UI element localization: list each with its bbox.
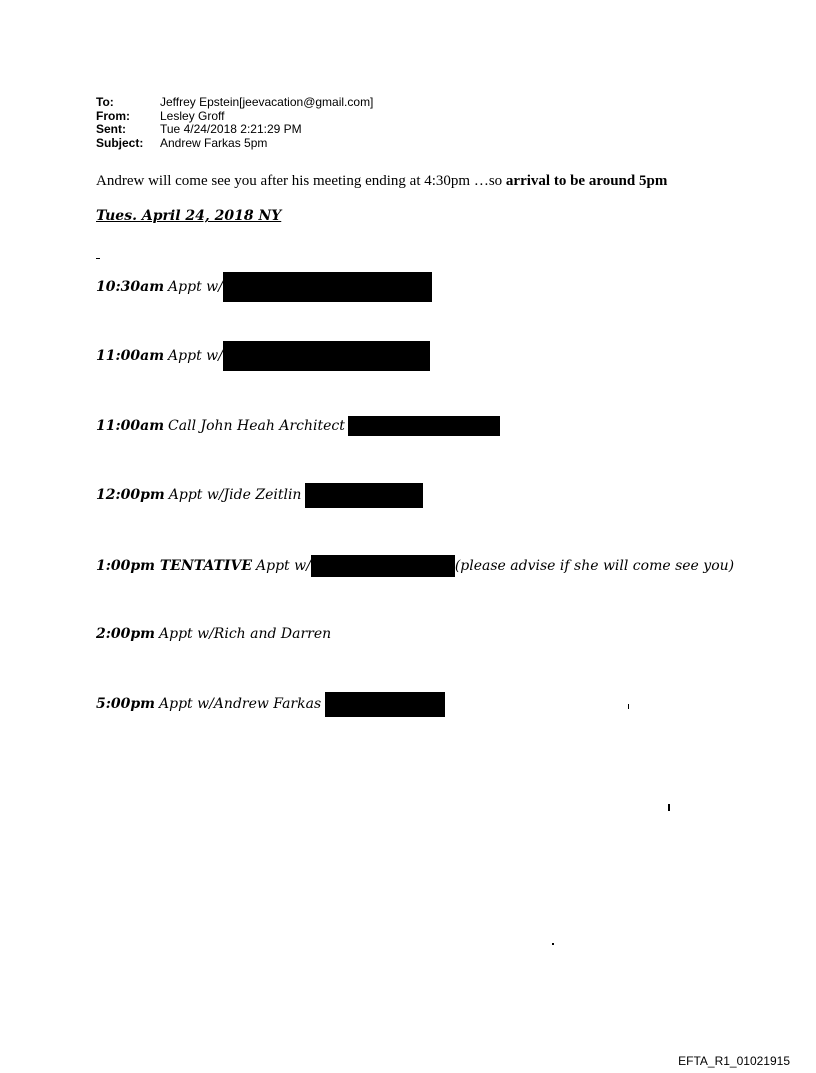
redaction-block [223, 272, 432, 302]
redaction-block [348, 416, 500, 436]
scan-mark [668, 804, 670, 811]
appointment-row [96, 689, 445, 719]
sent-row [96, 123, 373, 137]
from-row [96, 110, 373, 124]
redaction-block [311, 555, 455, 577]
appointment-desc: Appt w/Rich and Darren [159, 626, 332, 642]
appointment-row [96, 411, 500, 441]
subject-value: Andrew Farkas 5pm [160, 135, 268, 150]
intro-text: Andrew will come see you after his meeting ending at 4:30pm …so [96, 173, 506, 189]
to-label: To: [96, 95, 114, 109]
sent-label: Sent: [96, 122, 126, 136]
appointment-time: 12:00pm [96, 487, 165, 503]
scan-mark [96, 258, 100, 259]
intro-paragraph [96, 173, 667, 190]
appointment-time: 10:30am [96, 279, 165, 295]
appointment-time: 2:00pm [96, 626, 155, 642]
email-header [96, 96, 373, 150]
subject-row [96, 137, 373, 151]
subject-label: Subject: [96, 135, 144, 150]
from-value: Lesley Groff [160, 108, 225, 123]
appointment-time: 11:00am [96, 348, 165, 364]
to-value: Jeffrey Epstein[jeevacation@gmail.com] [160, 95, 374, 109]
appointment-row [96, 272, 432, 302]
appointment-desc: Call John Heah Architect [168, 418, 345, 434]
document-id: EFTA_R1_01021915 [678, 1054, 790, 1068]
scan-mark [552, 943, 554, 945]
appointment-desc: Appt w/Andrew Farkas [159, 696, 322, 712]
appointment-time: 1:00pm TENTATIVE [96, 558, 253, 574]
appointment-desc: Appt w/Jide Zeitlin [168, 487, 302, 503]
appointment-row [96, 551, 734, 581]
appointment-time: 5:00pm [96, 696, 155, 712]
sent-value: Tue 4/24/2018 2:21:29 PM [160, 122, 302, 136]
appointment-desc: Appt w/ [256, 558, 311, 574]
appointment-row [96, 341, 430, 371]
appointment-note: (please advise if she will come see you) [454, 558, 735, 574]
appointment-desc: Appt w/ [168, 348, 223, 364]
redaction-block [223, 341, 430, 371]
appointment-desc: Appt w/ [168, 279, 223, 295]
to-row [96, 96, 373, 110]
appointment-time: 11:00am [96, 418, 165, 434]
date-heading: Tues. April 24, 2018 NY [96, 208, 282, 224]
intro-bold-text: arrival to be around 5pm [505, 173, 668, 189]
redaction-block [305, 483, 423, 508]
redaction-block [325, 692, 445, 717]
from-label: From: [96, 108, 130, 123]
appointment-row [96, 480, 423, 510]
scan-mark [628, 704, 629, 709]
appointment-row [96, 619, 331, 649]
